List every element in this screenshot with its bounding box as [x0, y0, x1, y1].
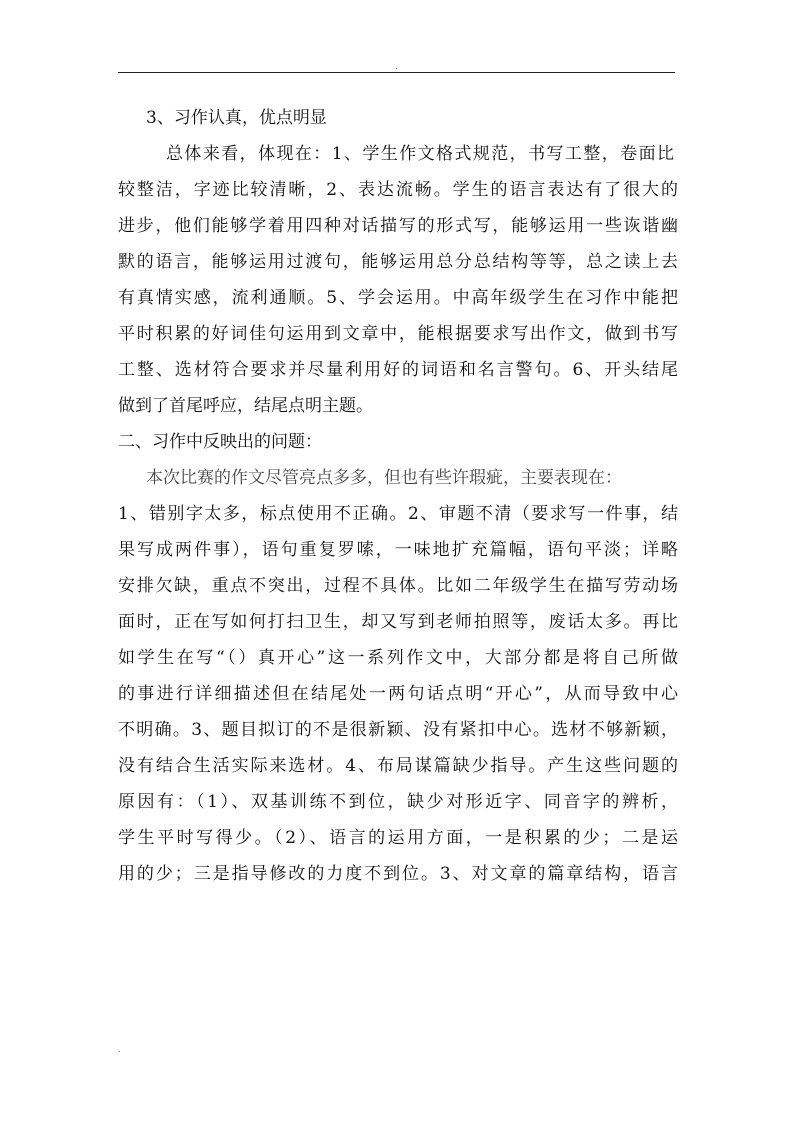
paragraph-line: 总体来看，体现在：1、学生作文格式规范，书写工整，卷面比	[166, 144, 674, 164]
paragraph-line: 有真情实感，流利通顺。5、学会运用。中高年级学生在习作中能把	[118, 288, 678, 308]
paragraph-line: 原因有：（1）、双基训练不到位，缺少对形近字、同音字的辨析，	[118, 792, 678, 812]
header-dot: .	[395, 62, 398, 71]
paragraph-line: 做到了首尾呼应，结尾点明主题。	[118, 396, 373, 416]
paragraph-line: 1、错别字太多，标点使用不正确。2、审题不清（要求写一件事，结	[118, 504, 678, 524]
paragraph-line: 安排欠缺，重点不突出，过程不具体。比如二年级学生在描写劳动场	[118, 576, 678, 596]
paragraph-line: 平时积累的好词佳句运用到文章中，能根据要求写出作文，做到书写	[118, 324, 678, 344]
paragraph-line: 默的语言，能够运用过渡句，能够运用总分总结构等等，总之读上去	[118, 252, 678, 272]
paragraph-line: 进步，他们能够学着用四种对话描写的形式写，能够运用一些诙谐幽	[118, 216, 678, 236]
paragraph-line: 用的少；三是指导修改的力度不到位。3、对文章的篇章结构，语言	[118, 864, 678, 884]
paragraph-line: 较整洁，字迹比较清晰，2、表达流畅。学生的语言表达有了很大的	[118, 180, 678, 200]
paragraph-line: 本次比赛的作文尽管亮点多多，但也有些许瑕疵，主要表现在：	[146, 468, 622, 488]
paragraph-line: 学生平时写得少。（2）、语言的运用方面，一是积累的少；二是运	[118, 828, 678, 848]
paragraph-line: 没有结合生活实际来选材。4、布局谋篇缺少指导。产生这些问题的	[118, 756, 678, 776]
paragraph-line: 不明确。3、题目拟订的不是很新颖、没有紧扣中心。选材不够新颖，	[118, 720, 678, 740]
paragraph-line: 果写成两件事），语句重复罗嗦，一味地扩充篇幅，语句平淡；详略	[118, 540, 678, 560]
paragraph-line: 的事进行详细描述但在结尾处一两句话点明“开心”，从而导致中心	[118, 684, 678, 704]
paragraph-line: 面时，正在写如何打扫卫生，却又写到老师拍照等，废话太多。再比	[118, 612, 678, 632]
footer-dot: .	[118, 1045, 121, 1054]
header-rule	[118, 72, 675, 73]
section-heading-3: 3、习作认真，优点明显	[146, 108, 327, 128]
paragraph-line: 如学生在写“（）真开心”这一系列作文中，大部分都是将自己所做	[118, 648, 678, 668]
section-heading-2: 二、习作中反映出的问题：	[118, 432, 322, 452]
paragraph-line: 工整、选材符合要求并尽量利用好的词语和名言警句。6、开头结尾	[118, 360, 678, 380]
